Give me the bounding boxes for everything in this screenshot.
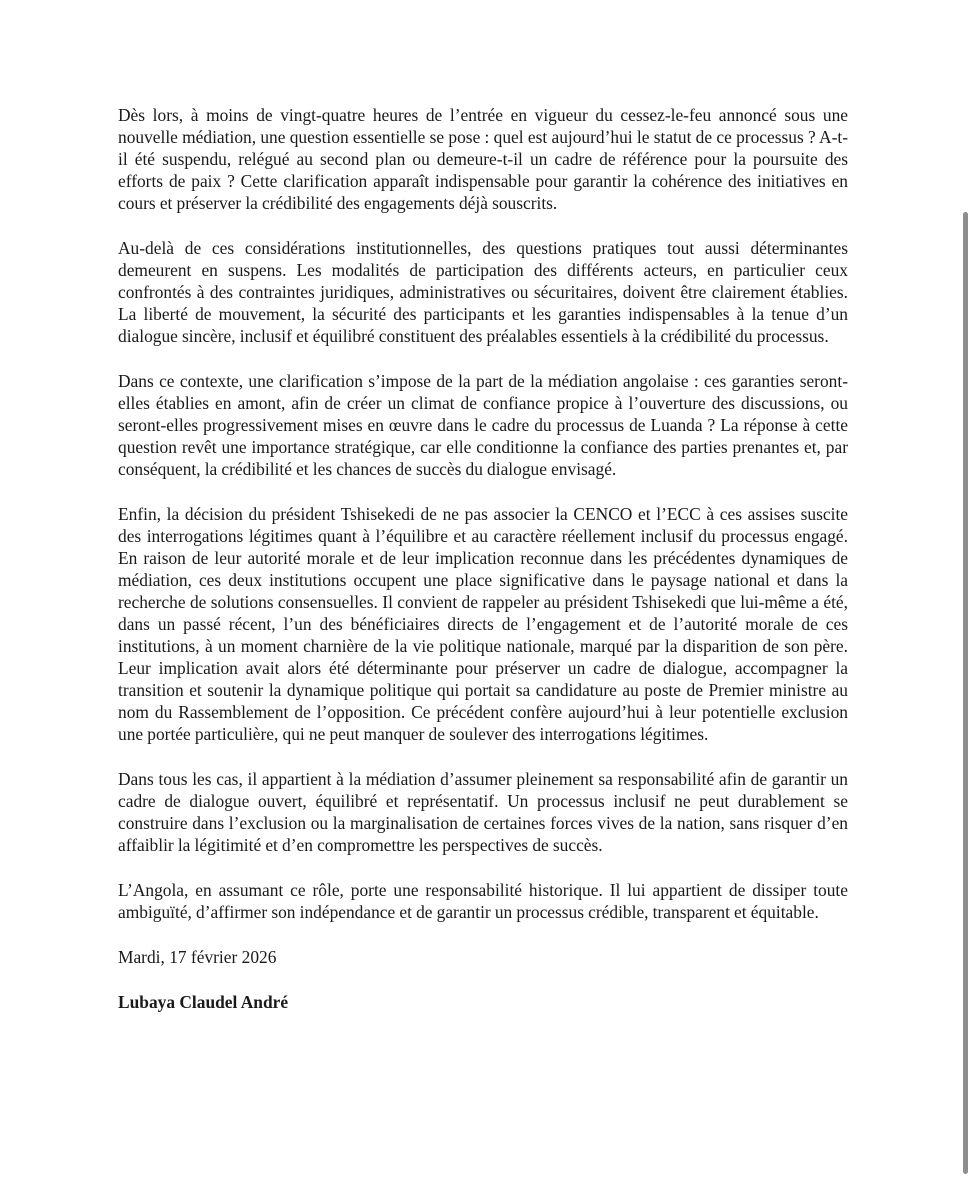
paragraph: Dans ce contexte, une clarification s’impose de la part de la médiation angolaise : ces garanties seront-elles établies en amont, afin de créer un climat de confiance propice à l’ouverture des discussions, ou seront-elles progressivement mises en œuvre dans le cadre du processus de Luanda ? La réponse à cette question revêt une importance stratégique, car elle conditionne la confiance des parties prenantes et, par conséquent, la crédibilité et les chances de succès du dialogue envisagé. <box>118 371 848 479</box>
paragraph: Dans tous les cas, il appartient à la médiation d’assumer pleinement sa responsabilité afin de garantir un cadre de dialogue ouvert, équilibré et représentatif. Un processus inclusif ne peut durablement se construire dans l’exclusion ou la marginalisation de certaines forces vives de la nation, sans risquer d’en affaiblir la légitimité et d’en compromettre les perspectives de succès. <box>118 769 848 855</box>
scrollbar-thumb[interactable] <box>963 212 968 1174</box>
author-signature: Lubaya Claudel André <box>118 992 289 1012</box>
paragraph: Enfin, la décision du président Tshisekedi de ne pas associer la CENCO et l’ECC à ces assises suscite des interrogations légitimes quant à l’équilibre et au caractère réellement inclusif du processus engagé. En raison de leur autorité morale et de leur implication reconnue dans les précédentes dynamiques de médiation, ces deux institutions occupent une place significative dans le paysage national et dans la recherche de solutions consensuelles. Il convient de rappeler au président Tshisekedi que lui-même a été, dans un passé récent, l’un des bénéficiaires directs de l’engagement et de l’autorité morale de ces institutions, à un moment charnière de la vie politique nationale, marqué par la disparition de son père. Leur implication avait alors été déterminante pour préserver un cadre de dialogue, accompagner la transition et soutenir la dynamique politique qui portait sa candidature au poste de Premier ministre au nom du Rassemblement de l’opposition. Ce précédent confère aujourd’hui à leur potentielle exclusion une portée particulière, qui ne peut manquer de soulever des interrogations légitimes. <box>118 504 848 744</box>
document-body <box>118 104 848 1013</box>
paragraph: Au-delà de ces considérations institutionnelles, des questions pratiques tout aussi déterminantes demeurent en suspens. Les modalités de participation des différents acteurs, en particulier ceux confrontés à des contraintes juridiques, administratives ou sécuritaires, doivent être clairement établies. La liberté de mouvement, la sécurité des participants et les garanties indispensables à la tenue d’un dialogue sincère, inclusif et équilibré constituent des préalables essentiels à la crédibilité du processus. <box>118 238 848 346</box>
document-date: Mardi, 17 février 2026 <box>118 947 277 967</box>
scrollbar-track[interactable] <box>951 0 971 1200</box>
paragraph: Dès lors, à moins de vingt-quatre heures de l’entrée en vigueur du cessez-le-feu annoncé sous une nouvelle médiation, une question essentielle se pose : quel est aujourd’hui le statut de ce processus ? A-t-il été suspendu, relégué au second plan ou demeure-t-il un cadre de référence pour la poursuite des efforts de paix ? Cette clarification apparaît indispensable pour garantir la cohérence des initiatives en cours et préserver la crédibilité des engagements déjà souscrits. <box>118 105 848 213</box>
paragraph: L’Angola, en assumant ce rôle, porte une responsabilité historique. Il lui appartient de dissiper toute ambiguïté, d’affirmer son indépendance et de garantir un processus crédible, transparent et équitable. <box>118 880 848 922</box>
